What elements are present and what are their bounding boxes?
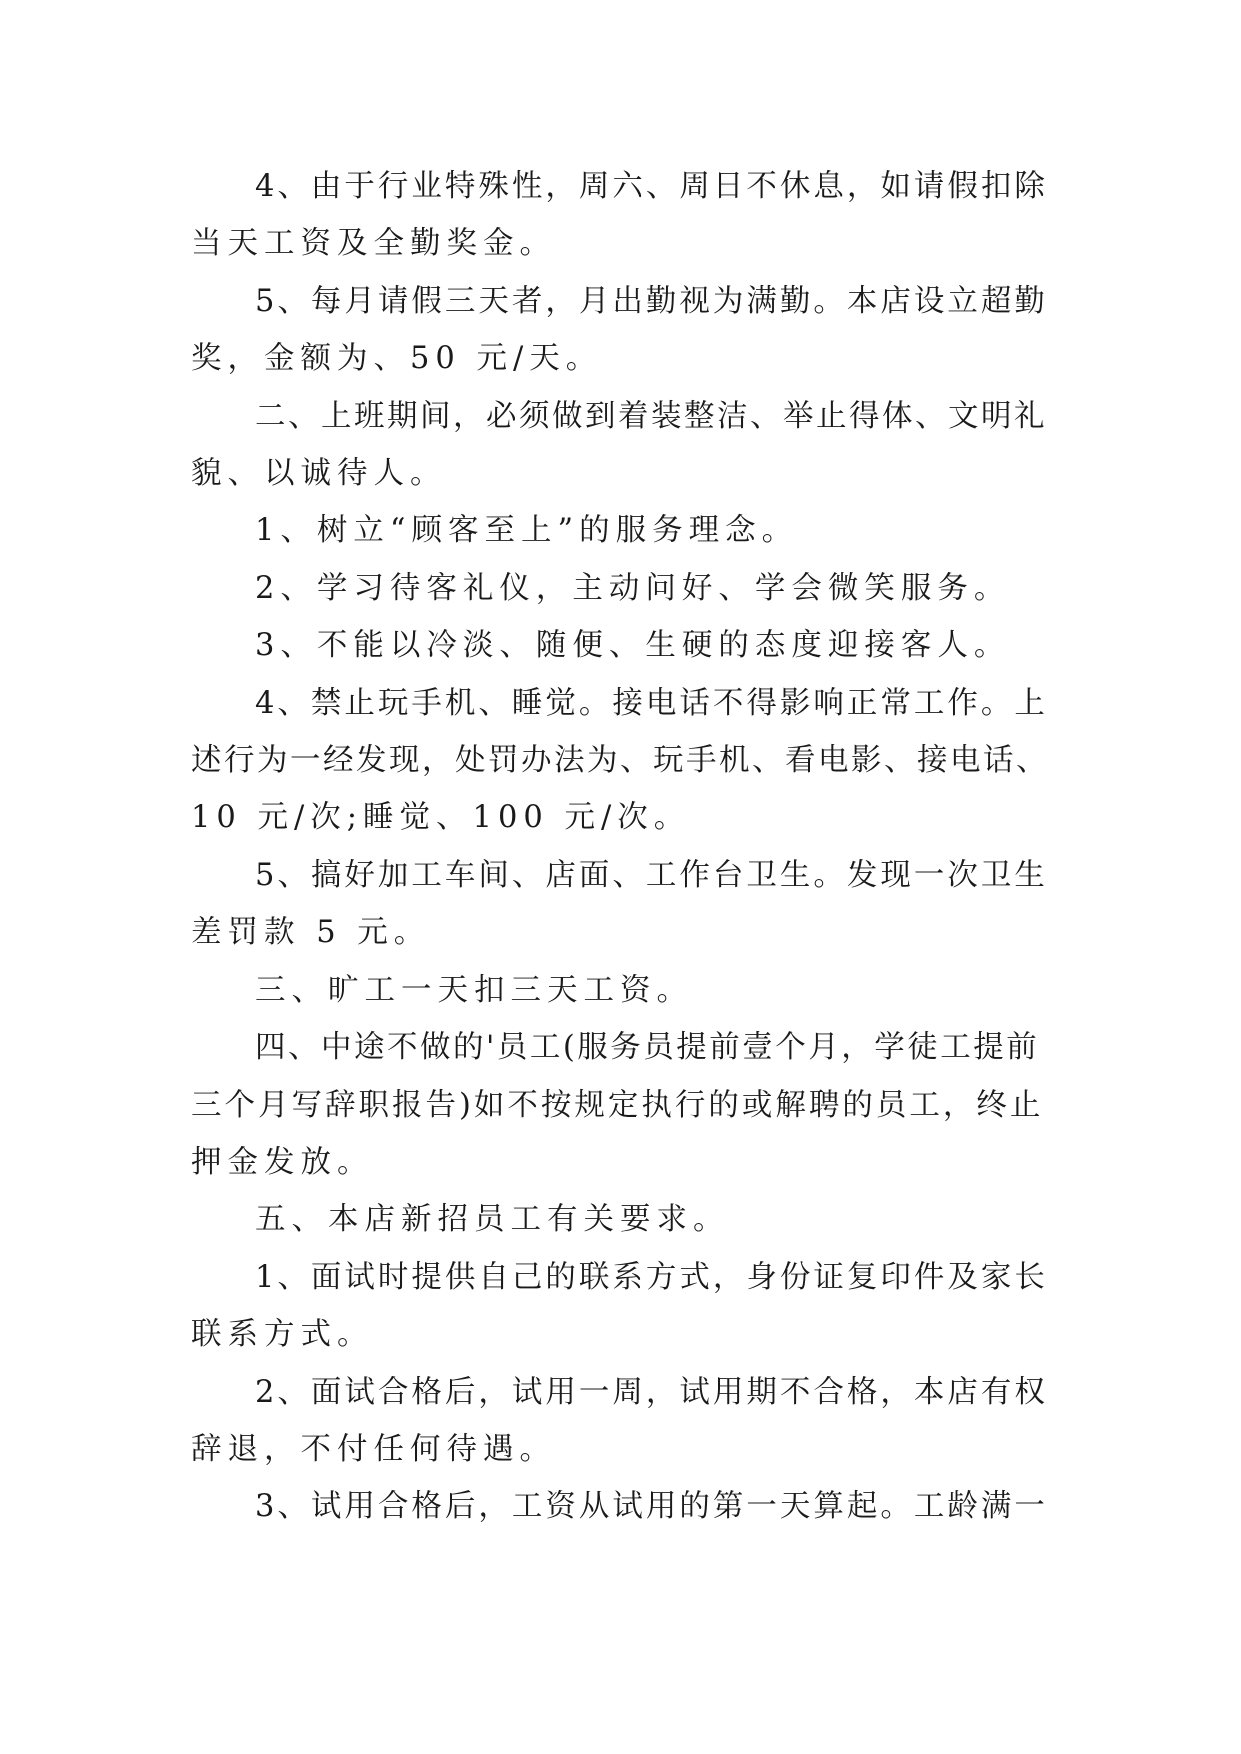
text-line: 10 元/次;睡觉、100 元/次。: [191, 800, 691, 836]
text-line: 四、中途不做的'员工(服务员提前壹个月，学徒工提前: [255, 1030, 1040, 1066]
text-line: 二、上班期间，必须做到着装整洁、举止得体、文明礼: [255, 398, 1047, 434]
text-line: 貌、以诚待人。: [191, 456, 447, 492]
text-line: 2、面试合格后，试用一周，试用期不合格，本店有权: [255, 1374, 1048, 1410]
text-line: 奖，金额为、50 元/天。: [191, 341, 603, 377]
text-line: 述行为一经发现，处罚办法为、玩手机、看电影、接电话、: [191, 743, 1049, 779]
text-line: 1、面试时提供自己的联系方式，身份证复印件及家长: [255, 1259, 1048, 1295]
text-line: 5、搞好加工车间、店面、工作台卫生。发现一次卫生: [255, 857, 1048, 893]
text-line: 2、学习待客礼仪，主动问好、学会微笑服务。: [255, 570, 1011, 606]
text-line: 辞退，不付任何待遇。: [191, 1431, 556, 1467]
text-line: 4、由于行业特殊性，周六、周日不休息，如请假扣除: [255, 169, 1048, 204]
text-line: 联系方式。: [191, 1317, 374, 1353]
text-line: 4、禁止玩手机、睡觉。接电话不得影响正常工作。上: [255, 685, 1048, 721]
document-body: [191, 158, 1051, 1536]
text-line: 5、每月请假三天者，月出勤视为满勤。本店设立超勤: [255, 283, 1048, 319]
text-line: 三、旷工一天扣三天工资。: [255, 972, 693, 1008]
text-line: 三个月写辞职报告)如不按规定执行的或解聘的员工，终止: [191, 1087, 1044, 1123]
text-line: 差罚款 5 元。: [191, 915, 431, 951]
text-line: 1、树立“顾客至上”的服务理念。: [255, 513, 799, 549]
text-line: 五、本店新招员工有关要求。: [255, 1202, 730, 1238]
text-line: 3、试用合格后，工资从试用的第一天算起。工龄满一: [255, 1489, 1048, 1525]
text-line: 3、不能以冷淡、随便、生硬的态度迎接客人。: [255, 628, 1011, 664]
text-line: 当天工资及全勤奖金。: [191, 226, 556, 262]
text-line: 押金发放。: [191, 1144, 374, 1180]
